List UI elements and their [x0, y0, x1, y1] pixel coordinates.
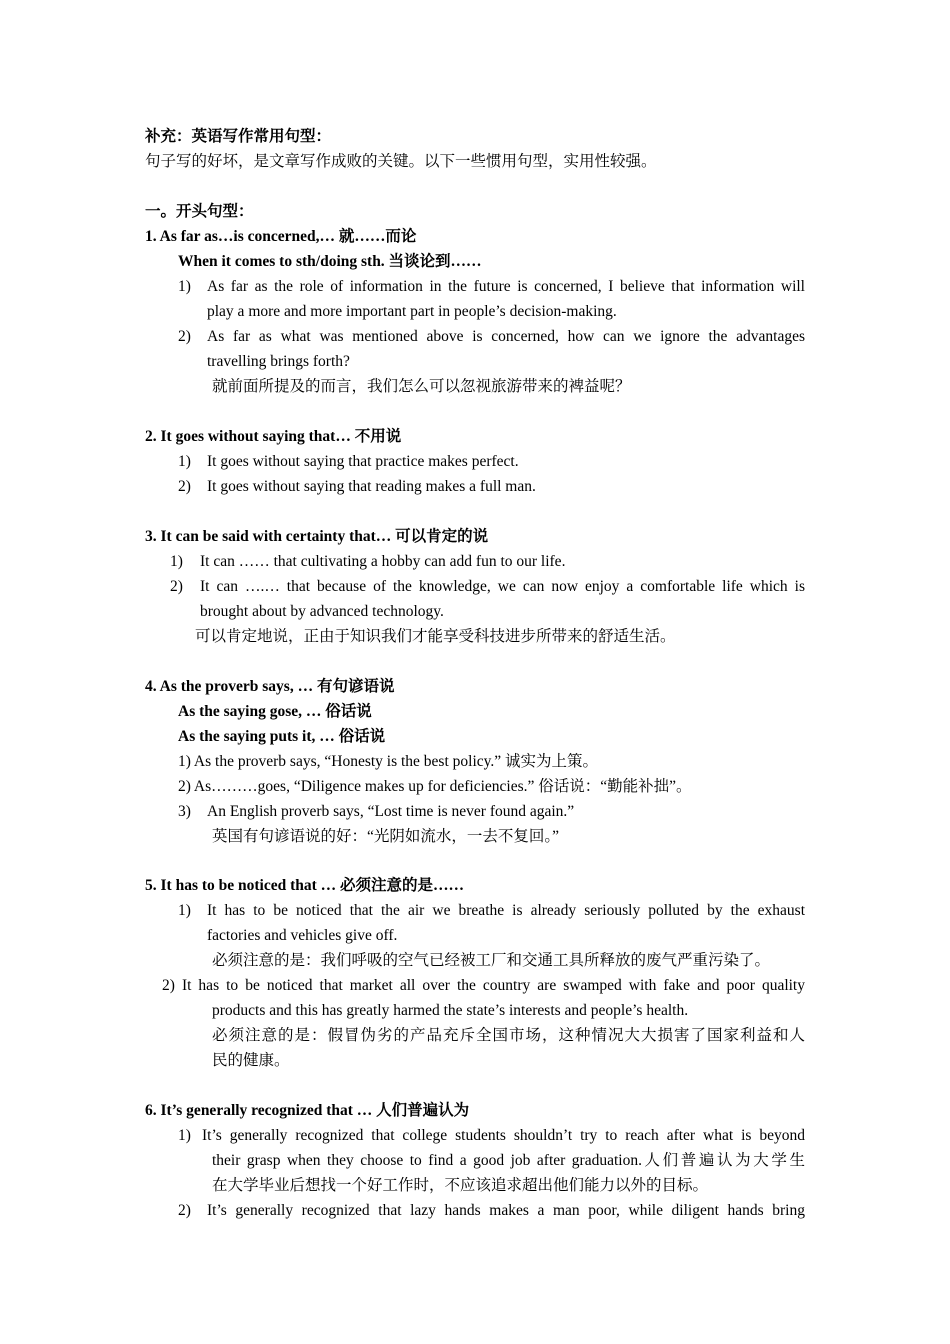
section-4-alt: As the saying puts it, … 俗话说	[178, 728, 386, 745]
section-4-alt: As the saying gose, … 俗话说	[178, 703, 372, 720]
example-translation: 必须注意的是：假冒伪劣的产品充斥全国市场，这种情况大大损害了国家利益和人	[212, 1027, 805, 1044]
example-text: It goes without saying that reading makes a full man.	[207, 478, 536, 495]
example-text: It has to be noticed that the air we breathe is already seriously polluted by the exhaust	[207, 902, 805, 919]
example-number: 2)	[170, 578, 183, 595]
example-text: It can …… that cultivating a hobby can add fun to our life.	[200, 553, 566, 570]
section-1-subtitle: When it comes to sth/doing sth. 当谈论到……	[178, 253, 482, 270]
example-translation: 就前面所提及的而言，我们怎么可以忽视旅游带来的裨益呢？	[212, 378, 631, 395]
example-number: 1)	[170, 553, 183, 570]
example-text: play a more and more important part in people’s decision-making.	[207, 303, 617, 320]
example-text: travelling brings forth?	[207, 353, 350, 370]
example-translation: 在大学毕业后想找一个好工作时，不应该追求超出他们能力以外的目标。	[212, 1177, 709, 1194]
example-translation: 必须注意的是：我们呼吸的空气已经被工厂和交通工具所释放的废气严重污染了。	[212, 952, 771, 969]
section-6-title: 6. It’s generally recognized that … 人们普遍认为	[145, 1102, 470, 1119]
example-number: 1)	[178, 453, 191, 470]
section-4-title: 4. As the proverb says, … 有句谚语说	[145, 678, 395, 695]
example-translation: 英国有句谚语说的好：“光阴如流水，一去不复回。”	[212, 828, 560, 845]
section-1-title: 1. As far as…is concerned,… 就……而论	[145, 228, 417, 245]
example-number: 1)	[178, 902, 191, 919]
example-text: As far as what was mentioned above is concerned, how can we ignore the advantages	[207, 328, 805, 345]
example-text: 2) It has to be noticed that market all over the country are swamped with fake and poor quality	[162, 977, 805, 994]
example-number: 2)	[178, 1202, 191, 1219]
part-heading: 一。开头句型：	[145, 203, 254, 220]
example-number: 2)	[178, 328, 191, 345]
section-5-title: 5. It has to be noticed that … 必须注意的是……	[145, 877, 465, 894]
example-text: brought about by advanced technology.	[200, 603, 444, 620]
example-text: 2) As………goes, “Diligence makes up for deficiencies.” 俗话说：“勤能补拙”。	[178, 778, 692, 795]
document-title: 补充：英语写作常用句型：	[145, 128, 332, 145]
example-number: 2)	[178, 478, 191, 495]
example-number: 1)	[178, 278, 191, 295]
example-text: their grasp when they choose to find a good job after graduation.人们普遍认为大学生	[212, 1152, 805, 1169]
example-number: 1)	[178, 1127, 191, 1144]
section-3-title: 3. It can be said with certainty that… 可以肯定的说	[145, 528, 489, 545]
example-text: 1) As the proverb says, “Honesty is the best policy.” 诚实为上策。	[178, 753, 599, 770]
example-text: It can ….… that because of the knowledge, we can now enjoy a comfortable life which is	[200, 578, 805, 595]
example-translation: 民的健康。	[212, 1052, 290, 1069]
example-text: It’s generally recognized that lazy hands makes a man poor, while diligent hands bring	[207, 1202, 805, 1219]
example-text: products and this has greatly harmed the state’s interests and people’s health.	[212, 1002, 689, 1019]
example-text: factories and vehicles give off.	[207, 927, 398, 944]
intro-paragraph: 句子写的好坏，是文章写作成败的关键。以下一些惯用句型，实用性较强。	[145, 153, 657, 170]
example-text: It’s generally recognized that college students shouldn’t try to reach after what is beyond	[202, 1127, 805, 1144]
example-number: 3)	[178, 803, 191, 820]
example-translation: 可以肯定地说，正由于知识我们才能享受科技进步所带来的舒适生活。	[195, 628, 676, 645]
example-text: As far as the role of information in the future is concerned, I believe that information will	[207, 278, 805, 295]
example-text: An English proverb says, “Lost time is never found again.”	[207, 803, 575, 820]
example-text: It goes without saying that practice makes perfect.	[207, 453, 519, 470]
section-2-title: 2. It goes without saying that… 不用说	[145, 428, 402, 445]
